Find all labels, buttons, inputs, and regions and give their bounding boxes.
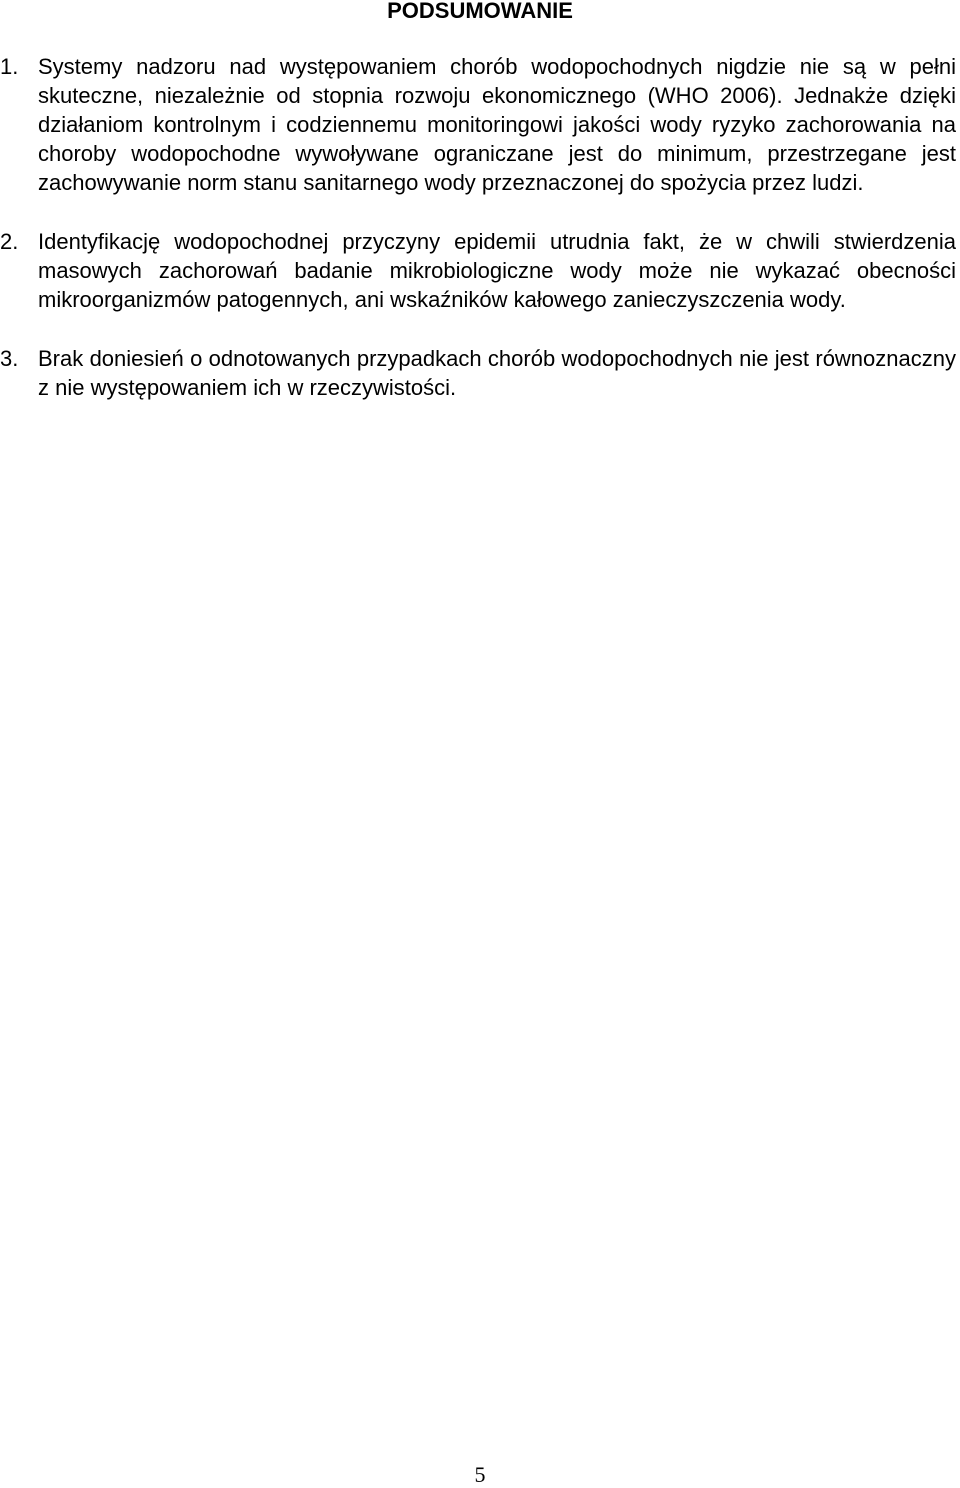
summary-item-2 bbox=[0, 227, 960, 314]
summary-item-3 bbox=[0, 344, 960, 402]
item-number: 2. bbox=[0, 229, 19, 254]
item-text: Brak doniesień o odnotowanych przypadkach chorób wodopochodnych nie jest równoznaczny z nie występowaniem ich w rzeczywistości. bbox=[38, 346, 956, 400]
page-heading: PODSUMOWANIE bbox=[387, 0, 573, 23]
item-text: Systemy nadzoru nad występowaniem chorób wodopochodnych nigdzie nie są w pełni skuteczne, niezależnie od stopnia rozwoju ekonomicznego (WHO 2006). Jednakże dzięki działaniom kontrolnym i codziennemu monitoringowi jakości wody ryzyko zachorowania na choroby wodopochodne wywoływane ograniczane jest do minimum, przestrzegane jest zachowywanie norm stanu sanitarnego wody przeznaczonej do spożycia przez ludzi. bbox=[38, 54, 956, 195]
summary-item-1 bbox=[0, 52, 960, 197]
item-number: 1. bbox=[0, 54, 19, 79]
summary-list bbox=[0, 52, 960, 432]
item-number: 3. bbox=[0, 346, 19, 371]
page-number: 5 bbox=[474, 1462, 486, 1487]
item-text: Identyfikację wodopochodnej przyczyny epidemii utrudnia fakt, że w chwili stwierdzenia masowych zachorowań badanie mikrobiologiczne wody może nie wykazać obecności mikroorganizmów patogennych, ani wskaźników kałowego zanieczyszczenia wody. bbox=[38, 229, 956, 312]
